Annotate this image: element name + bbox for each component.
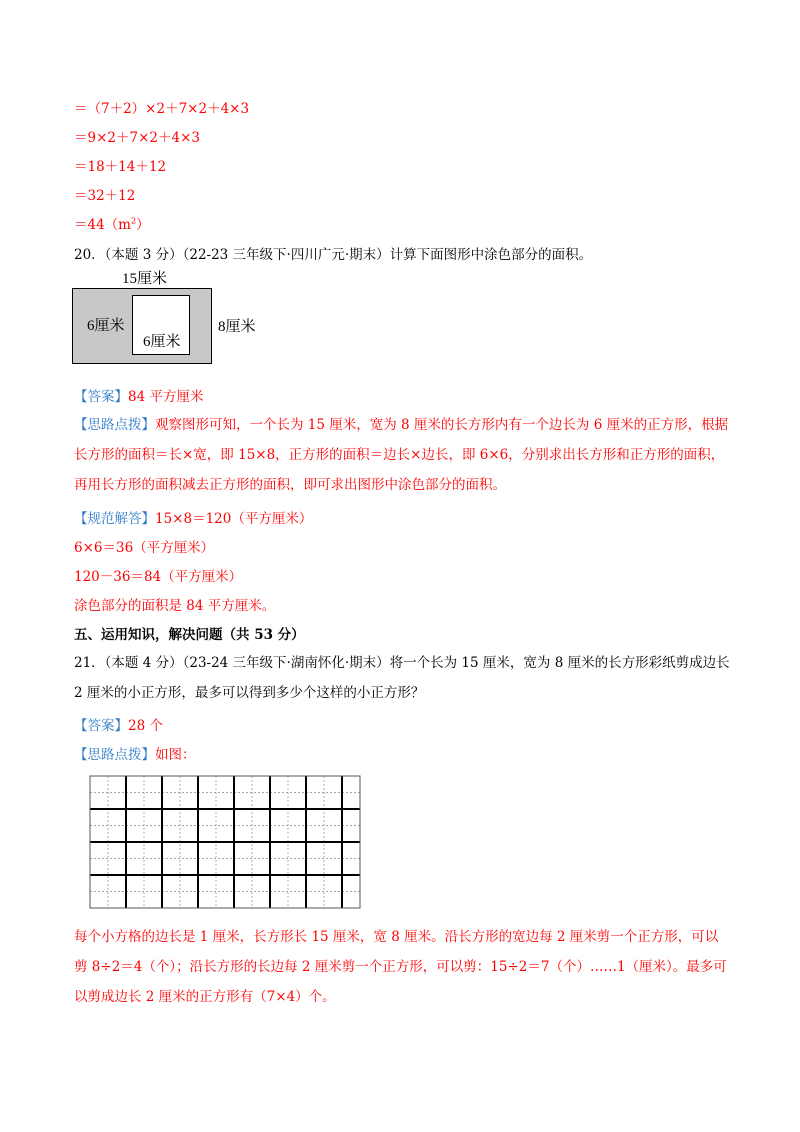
q20-solution-1 [74,509,312,529]
q20-solution-3: 120－36＝84（平方厘米） [74,569,243,585]
q21-explanation: 每个小方格的边长是 1 厘米，长方形长 15 厘米，宽 8 厘米。沿长方形的宽边每 2 厘米剪一个正方形，可以剪 8÷2＝4（个）；沿长方形的长边每 2 厘米剪一个正方形，可以剪：15÷2＝7（个）……1（厘米）。最多可以剪成边长 2 厘米的正方形有（7×4）个。 [74,929,727,1005]
solution-line: 15×8＝120（平方厘米） [155,511,313,527]
calc-line-5 [74,215,150,235]
question-21-stem: 21．（本题 4 分）（23-24 三年级下·湖南怀化·期末）将一个长为 15 厘米，宽为 8 厘米的长方形彩纸剪成边长 2 厘米的小正方形，最多可以得到多少个这样的小正方形？ [74,655,730,701]
figure-left-label: 6厘米 [87,318,125,334]
square-superscript: 2 [130,216,137,226]
hint-text: 如图： [155,747,196,763]
calc-line-3: ＝18＋14＋12 [74,159,167,175]
answer-tag: 【答案】 [74,718,128,734]
answer-tag: 【答案】 [74,389,128,405]
q20-answer [74,387,203,407]
figure-right-label: 8厘米 [218,319,256,335]
answer-text: 28 个 [128,718,163,734]
answer-text: 84 平方厘米 [128,389,204,405]
hint-tag: 【思路点拨】 [74,417,155,433]
section-five-heading: 五、运用知识，解决问题（共 53 分） [74,627,305,643]
question-20-stem: 20．（本题 3 分）（22-23 三年级下·四川广元·期末）计算下面图形中涂色部分的面积。 [74,247,593,263]
cut-grid-figure [86,772,364,912]
q21-answer [74,716,163,736]
calc-line-2: ＝9×2＋7×2＋4×3 [74,130,200,146]
q20-solution-2: 6×6＝36（平方厘米） [74,540,215,556]
solution-tag: 【规范解答】 [74,511,155,527]
figure-top-label: 15厘米 [122,271,168,287]
hint-tag: 【思路点拨】 [74,747,155,763]
q20-solution-4: 涂色部分的面积是 84 平方厘米。 [74,598,276,614]
q20-hint [74,410,730,500]
figure-inner-label: 6厘米 [143,334,181,350]
calc-line-5-main: ＝44（m [74,217,131,233]
calc-line-1: ＝（7＋2）×2＋7×2＋4×3 [74,101,250,117]
calc-line-4: ＝32＋12 [74,188,136,204]
calc-line-5-close: ） [136,217,150,233]
q21-hint [74,745,196,765]
hint-text: 观察图形可知，一个长为 15 厘米，宽为 8 厘米的长方形内有一个边长为 6 厘米的正方形，根据长方形的面积＝长×宽，即 15×8，正方形的面积＝边长×边长，即 6×6，分别求出长方形和正方形的面积，再用长方形的面积减去正方形的面积，即可求出图形中涂色部分的面积。 [74,417,729,493]
